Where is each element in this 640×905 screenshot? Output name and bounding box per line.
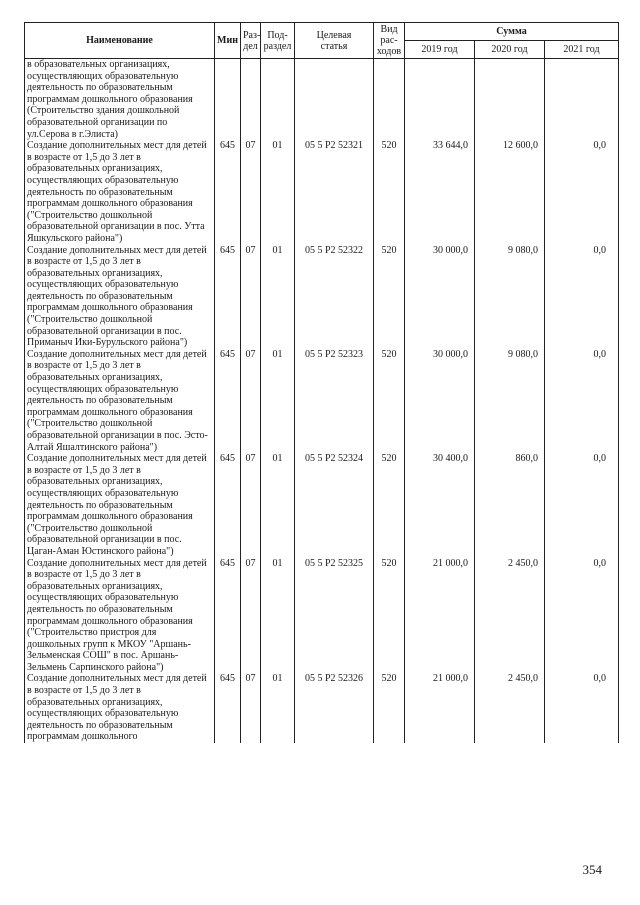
header-2019: 2019 год	[405, 41, 475, 59]
header-podrazdel: Под- раздел	[261, 23, 295, 59]
table-row	[25, 140, 619, 244]
cell-y2021	[545, 59, 619, 141]
cell-name: Создание дополнительных мест для детей в возрасте от 1,5 до 3 лет в образовательных организациях, осуществляющих образовательную деятельность по образовательным программам дошкольного	[25, 673, 215, 743]
table-row	[25, 349, 619, 453]
cell-min: 645	[215, 453, 241, 557]
cell-y2020: 2 450,0	[475, 673, 545, 743]
table-row	[25, 453, 619, 557]
cell-y2020: 860,0	[475, 453, 545, 557]
cell-y2020: 2 450,0	[475, 558, 545, 674]
cell-vid: 520	[374, 558, 405, 674]
header-min: Мин	[215, 23, 241, 59]
header-2021: 2021 год	[545, 41, 619, 59]
cell-razdel: 07	[241, 558, 261, 674]
cell-y2019: 30 000,0	[405, 349, 475, 453]
header-vid: Вид рас- ходов	[374, 23, 405, 59]
cell-y2019: 30 400,0	[405, 453, 475, 557]
header-2020: 2020 год	[475, 41, 545, 59]
cell-razdel: 07	[241, 673, 261, 743]
cell-y2021: 0,0	[545, 673, 619, 743]
cell-y2021: 0,0	[545, 558, 619, 674]
table-row	[25, 673, 619, 743]
cell-podrazdel: 01	[261, 673, 295, 743]
cell-target: 05 5 P2 52323	[295, 349, 374, 453]
cell-min: 645	[215, 558, 241, 674]
cell-y2019: 30 000,0	[405, 245, 475, 349]
cell-podrazdel: 01	[261, 140, 295, 244]
cell-y2020: 9 080,0	[475, 349, 545, 453]
cell-razdel: 07	[241, 349, 261, 453]
cell-vid: 520	[374, 453, 405, 557]
cell-razdel	[241, 59, 261, 141]
cell-target	[295, 59, 374, 141]
cell-name: Создание дополнительных мест для детей в возрасте от 1,5 до 3 лет в образовательных организациях, осуществляющих образовательную деятельность по образовательным программам дошкольного образования ("Строительство дошкольной образовательной организации в пос. Эсто-Алтай Яшалтинского района")	[25, 349, 215, 453]
cell-vid: 520	[374, 349, 405, 453]
cell-razdel: 07	[241, 245, 261, 349]
cell-vid: 520	[374, 245, 405, 349]
cell-y2020: 9 080,0	[475, 245, 545, 349]
page-number: 354	[582, 862, 602, 877]
budget-table	[24, 22, 619, 743]
cell-min: 645	[215, 245, 241, 349]
cell-y2019	[405, 59, 475, 141]
header-razdel: Раз- дел	[241, 23, 261, 59]
cell-target: 05 5 P2 52322	[295, 245, 374, 349]
cell-name: Создание дополнительных мест для детей в возрасте от 1,5 до 3 лет в образовательных организациях, осуществляющих образовательную деятельность по образовательным программам дошкольного образования ("Строительство пристроя для дошкольных групп к МКОУ "Аршань-Зельменская СОШ" в пос. Аршань-Зельмень Сарпинского района")	[25, 558, 215, 674]
header-name: Наименование	[25, 23, 215, 59]
cell-y2019: 21 000,0	[405, 673, 475, 743]
cell-target: 05 5 P2 52326	[295, 673, 374, 743]
cell-target: 05 5 P2 52325	[295, 558, 374, 674]
header-sum: Сумма	[405, 23, 619, 41]
cell-name: Создание дополнительных мест для детей в возрасте от 1,5 до 3 лет в образовательных организациях, осуществляющих образовательную деятельность по образовательным программам дошкольного образования ("Строительство дошкольной образовательной организации в пос. Утта Яшкульского района")	[25, 140, 215, 244]
cell-y2020	[475, 59, 545, 141]
cell-min: 645	[215, 673, 241, 743]
cell-name: Создание дополнительных мест для детей в возрасте от 1,5 до 3 лет в образовательных организациях, осуществляющих образовательную деятельность по образовательным программам дошкольного образования ("Строительство дошкольной образовательной организации в пос. Приманыч Ики-Бурульского района")	[25, 245, 215, 349]
cell-min: 645	[215, 349, 241, 453]
cell-razdel: 07	[241, 453, 261, 557]
cell-name: в образовательных организациях, осуществляющих образовательную деятельность по образовательным программам дошкольного образования (Строительство здания дошкольной образовательной организации по ул.Серова в г.Элиста)	[25, 59, 215, 141]
cell-vid: 520	[374, 140, 405, 244]
header-target: Целевая статья	[295, 23, 374, 59]
cell-name: Создание дополнительных мест для детей в возрасте от 1,5 до 3 лет в образовательных организациях, осуществляющих образовательную деятельность по образовательным программам дошкольного образования ("Строительство дошкольной образовательной организации в пос. Цаган-Аман Юстинского района")	[25, 453, 215, 557]
cell-min: 645	[215, 140, 241, 244]
cell-vid	[374, 59, 405, 141]
cell-y2019: 21 000,0	[405, 558, 475, 674]
cell-podrazdel: 01	[261, 558, 295, 674]
table-row	[25, 558, 619, 674]
cell-min	[215, 59, 241, 141]
cell-y2021: 0,0	[545, 453, 619, 557]
cell-y2021: 0,0	[545, 140, 619, 244]
cell-podrazdel: 01	[261, 245, 295, 349]
cell-vid: 520	[374, 673, 405, 743]
table-row	[25, 59, 619, 141]
table-body	[25, 59, 619, 744]
cell-y2021: 0,0	[545, 349, 619, 453]
cell-y2020: 12 600,0	[475, 140, 545, 244]
cell-y2019: 33 644,0	[405, 140, 475, 244]
cell-y2021: 0,0	[545, 245, 619, 349]
cell-podrazdel	[261, 59, 295, 141]
cell-target: 05 5 P2 52324	[295, 453, 374, 557]
cell-razdel: 07	[241, 140, 261, 244]
cell-podrazdel: 01	[261, 349, 295, 453]
table-header	[25, 23, 619, 59]
cell-podrazdel: 01	[261, 453, 295, 557]
cell-target: 05 5 P2 52321	[295, 140, 374, 244]
table-row	[25, 245, 619, 349]
